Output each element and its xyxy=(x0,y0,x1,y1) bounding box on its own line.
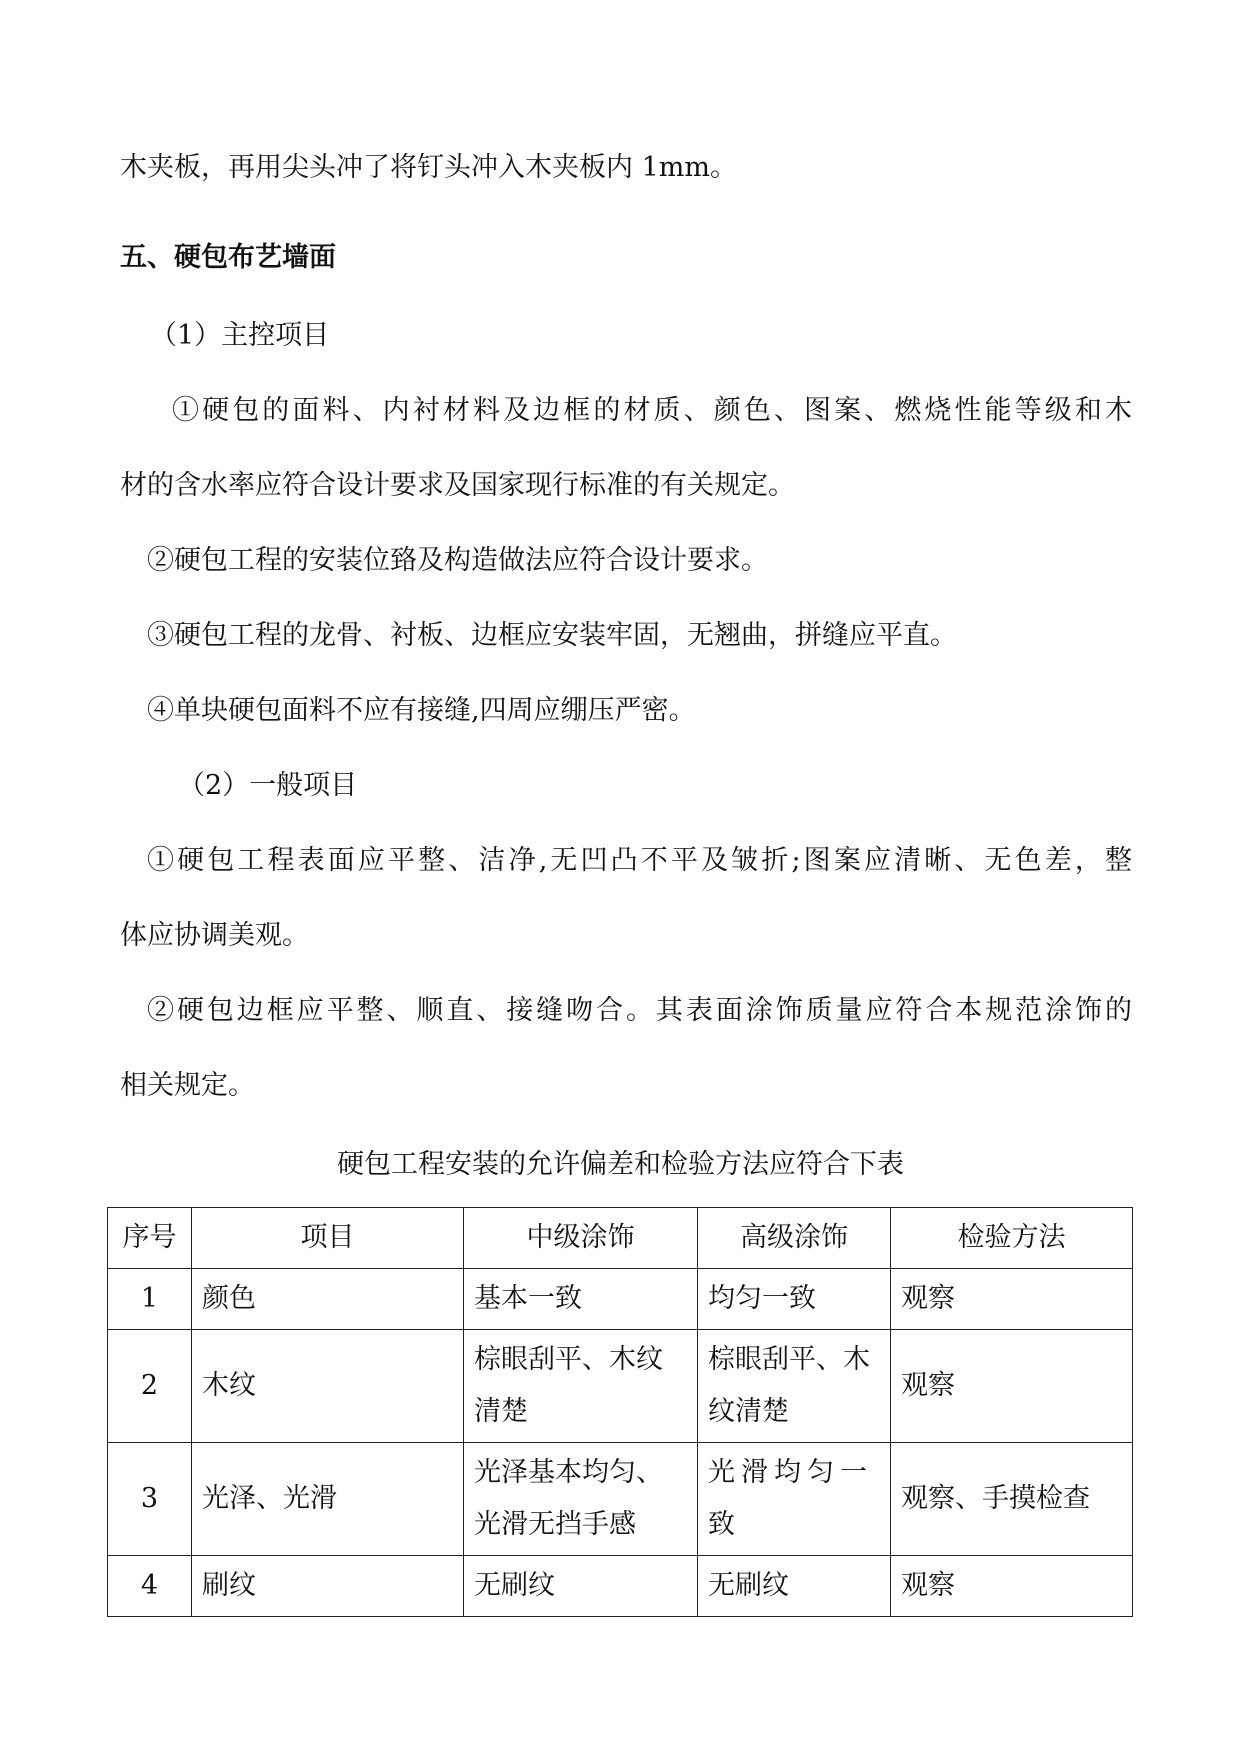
cell-high: 无刷纹 xyxy=(698,1556,891,1617)
cell-method: 观察 xyxy=(891,1269,1133,1330)
general-item-1-line-1: ①硬包工程表面应平整、洁净,无凹凸不平及皱折;图案应清晰、无色差，整 xyxy=(147,845,1132,876)
cell-mid: 光泽基本均匀、光滑无挡手感 xyxy=(464,1443,698,1556)
table-caption: 硬包工程安装的允许偏差和检验方法应符合下表 xyxy=(337,1149,904,1180)
cell-high: 光滑均匀一致 xyxy=(698,1443,891,1556)
paragraph-continuation: 木夹板，再用尖头冲了将钉头冲入木夹板内 1mm。 xyxy=(120,152,737,183)
cell-mid: 无刷纹 xyxy=(464,1556,698,1617)
general-item-2-line-2: 相关规定。 xyxy=(120,1070,255,1101)
cell-num: 3 xyxy=(108,1443,192,1556)
section-heading: 五、硬包布艺墙面 xyxy=(120,242,336,273)
table-row xyxy=(108,1330,1133,1443)
cell-method: 观察 xyxy=(891,1556,1133,1617)
subsection-main-control: （1）主控项目 xyxy=(150,320,330,351)
header-high: 高级涂饰 xyxy=(698,1208,891,1269)
general-item-2-line-1: ②硬包边框应平整、顺直、接缝吻合。其表面涂饰质量应符合本规范涂饰的 xyxy=(147,995,1132,1026)
header-mid: 中级涂饰 xyxy=(464,1208,698,1269)
subsection-general: （2）一般项目 xyxy=(178,770,358,801)
cell-num: 4 xyxy=(108,1556,192,1617)
cell-item: 光泽、光滑 xyxy=(192,1443,464,1556)
header-method: 检验方法 xyxy=(891,1208,1133,1269)
main-item-3: ③硬包工程的龙骨、衬板、边框应安装牢固，无翘曲，拼缝应平直。 xyxy=(147,620,957,651)
main-item-4: ④单块硬包面料不应有接缝,四周应绷压严密。 xyxy=(147,695,696,726)
main-item-2: ②硬包工程的安装位臵及构造做法应符合设计要求。 xyxy=(147,545,768,576)
cell-high: 均匀一致 xyxy=(698,1269,891,1330)
table-header-row xyxy=(108,1208,1133,1269)
main-item-1-line-1: ①硬包的面料、内衬材料及边框的材质、颜色、图案、燃烧性能等级和木 xyxy=(172,395,1132,426)
table-row xyxy=(108,1269,1133,1330)
cell-mid: 基本一致 xyxy=(464,1269,698,1330)
cell-method: 观察 xyxy=(891,1330,1133,1443)
general-item-1-line-2: 体应协调美观。 xyxy=(120,920,309,951)
cell-high: 棕眼刮平、木纹清楚 xyxy=(698,1330,891,1443)
cell-item: 颜色 xyxy=(192,1269,464,1330)
cell-num: 1 xyxy=(108,1269,192,1330)
cell-num: 2 xyxy=(108,1330,192,1443)
table-row xyxy=(108,1443,1133,1556)
table-row xyxy=(108,1556,1133,1617)
cell-item: 木纹 xyxy=(192,1330,464,1443)
deviation-table xyxy=(107,1207,1133,1617)
cell-mid: 棕眼刮平、木纹清楚 xyxy=(464,1330,698,1443)
header-item: 项目 xyxy=(192,1208,464,1269)
main-item-1-line-2: 材的含水率应符合设计要求及国家现行标准的有关规定。 xyxy=(120,470,795,501)
cell-method: 观察、手摸检查 xyxy=(891,1443,1133,1556)
header-num: 序号 xyxy=(108,1208,192,1269)
cell-item: 刷纹 xyxy=(192,1556,464,1617)
